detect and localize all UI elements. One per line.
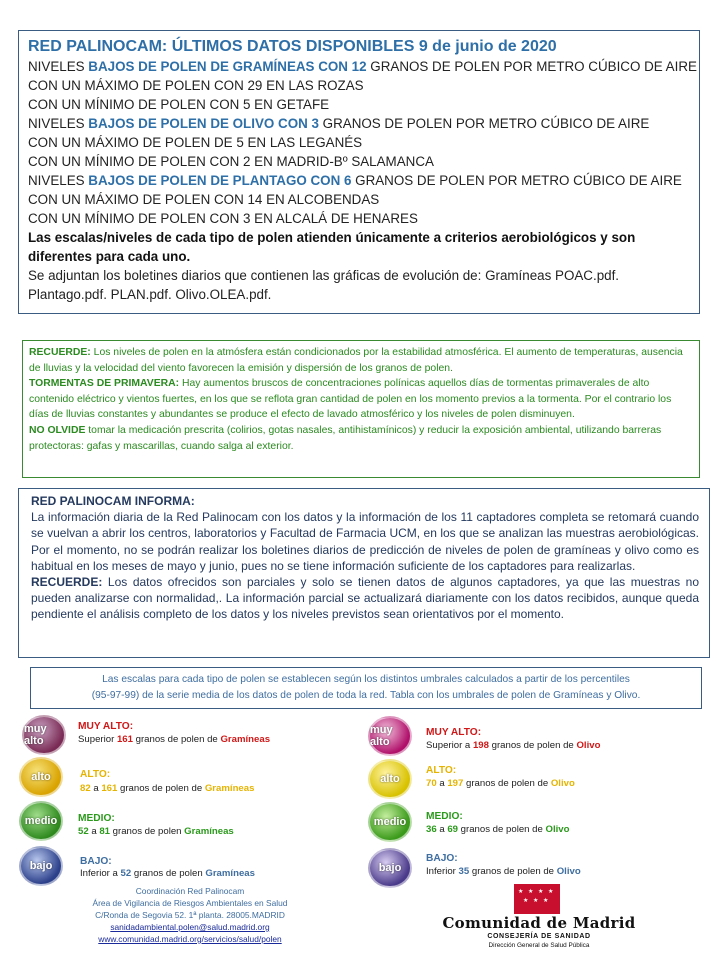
olivo-alto-desc: 70 a 197 granos de polen de Olivo	[426, 778, 575, 789]
olivo-bajo-desc: Inferior 35 granos de polen de Olivo	[426, 866, 581, 877]
recuerde-text: Los niveles de polen en la atmósfera están condicionados por la estabilidad atmosférica. El aumento de temperaturas, ausencia de lluvias y la velocidad del viento favorecen la emisión y dispersión de los granos de polen.	[29, 347, 683, 374]
gramineas-bajo-badge: bajo	[19, 846, 63, 886]
gramineas-level-line: NIVELES BAJOS DE POLEN DE GRAMÍNEAS CON 12 GRANOS DE POLEN POR METRO CÚBICO DE AIRE	[28, 59, 697, 74]
footer-area: Área de Vigilancia de Riesgos Ambientales en Salud	[92, 898, 288, 908]
gramineas-medio-badge: medio	[19, 801, 63, 841]
gramineas-bajo-desc: Inferior a 52 granos de polen Gramíneas	[80, 868, 255, 879]
logo-direccion: Dirección General de Salud Pública	[488, 942, 590, 949]
olivo-muy-alto-badge: muy alto	[368, 716, 412, 756]
footer-coordination: Coordinación Red Palinocam	[135, 886, 245, 896]
logo-name: Comunidad de Madrid	[442, 914, 636, 932]
attachments-line-1: Se adjuntan los boletines diarios que contienen las gráficas de evolución de: Gramíneas POAC.pdf.	[28, 268, 620, 283]
gramineas-muy-alto-badge: muy alto	[22, 715, 66, 755]
gramineas-alto-level: ALTO:	[80, 769, 111, 780]
gramineas-medio-level: MEDIO:	[78, 813, 115, 824]
olivo-bajo-level: BAJO:	[426, 853, 458, 864]
gramineas-alto-desc: 82 a 161 granos de polen de Gramíneas	[80, 783, 255, 794]
informa-heading: RED PALINOCAM INFORMA:	[31, 494, 195, 508]
no-olvide-label: NO OLVIDE	[29, 424, 86, 436]
recuerde-label: RECUERDE:	[29, 347, 91, 358]
olivo-level-line: NIVELES BAJOS DE POLEN DE OLIVO CON 3 GRANOS DE POLEN POR METRO CÚBICO DE AIRE	[28, 116, 650, 131]
olivo-muy-alto-desc: Superior a 198 granos de polen de Olivo	[426, 740, 601, 751]
olivo-bajo-badge: bajo	[368, 848, 412, 888]
gramineas-alto-badge: alto	[19, 757, 63, 797]
attachments-line-2: Plantago.pdf. PLAN.pdf. Olivo.OLEA.pdf.	[28, 287, 272, 302]
olivo-medio-level: MEDIO:	[426, 811, 463, 822]
comunidad-madrid-logo	[428, 884, 650, 950]
report-title: RED PALINOCAM: ÚLTIMOS DATOS DISPONIBLES 9 de junio de 2020	[28, 38, 557, 55]
gramineas-muy-alto-desc: Superior 161 granos de polen de Gramíneas	[78, 734, 271, 745]
gramineas-min-line: CON UN MÍNIMO DE POLEN CON 5 EN GETAFE	[28, 97, 330, 112]
footer-email-link[interactable]: sanidadambiental.polen@salud.madrid.org	[110, 922, 270, 932]
plantago-max-line: CON UN MÁXIMO DE POLEN CON 14 EN ALCOBENDAS	[28, 192, 380, 207]
tormentas-text: Hay aumentos bruscos de concentraciones polínicas aquellos días de tormentas primaverales de alto contenido eléctrico y vientos fuertes, en los que se reflota gran cantidad de polen en los momento previos a la tormenta. Por el contrario los días de lluvias constantes y abundantes se produce el efecto de lavado atmosférico y los niveles de polen disminuyen.	[29, 378, 672, 421]
recuerde-box	[22, 340, 700, 478]
scales-box	[30, 667, 702, 709]
gramineas-medio-desc: 52 a 81 granos de polen Gramíneas	[78, 826, 234, 837]
gramineas-max-line: CON UN MÁXIMO DE POLEN CON 29 EN LAS ROZAS	[28, 78, 364, 93]
no-olvide-text: tomar la medicación prescrita (colirios, gotas nasales, antihistamínicos) y reducir la exposición ambiental, utilizando barreras protectoras: gafas y mascarillas, cuando salga al exterior.	[29, 424, 662, 452]
footer-address: C/Ronda de Segovia 52. 1ª planta. 28005.MADRID	[95, 910, 285, 920]
madrid-flag-icon: ★ ★ ★ ★ ★ ★ ★	[514, 884, 560, 914]
latest-data-box	[18, 30, 700, 314]
plantago-level-line: NIVELES BAJOS DE POLEN DE PLANTAGO CON 6 GRANOS DE POLEN POR METRO CÚBICO DE AIRE	[28, 173, 682, 188]
tormentas-label: TORMENTAS DE PRIMAVERA:	[29, 378, 180, 390]
scales-line-1: Las escalas para cada tipo de polen se establecen según los distintos umbrales calculados a partir de los percentiles	[102, 674, 630, 685]
olivo-muy-alto-level: MUY ALTO:	[426, 727, 482, 738]
olivo-medio-badge: medio	[368, 802, 412, 842]
informa-recuerde: RECUERDE: Los datos ofrecidos son parciales y solo se tienen datos de algunos captadores, ya que las muestras no pueden analizarse con normalidad,. La información parcial se actualizará diariamente con los datos recibidos, aunque queda pendiente el análisis completo de los datos y los niveles previstos sean orientativos por el momento.	[31, 575, 699, 622]
olivo-alto-level: ALTO:	[426, 765, 457, 776]
informa-text: La información diaria de la Red Palinocam con los datos y la información de los 11 captadores completa se retomará cuando se vuelvan a abrir los centros, laboratorios y Facultad de Farmacia UCM, en los que se analizan las muestras aerobiológicas. Por el momento, no se podrán realizar los boletines diarios de predicción de niveles de polen de gramíneas y olivo como es habitual en los meses de mayo y junio, pues no se tiene información suficiente de los captadores para realizarlas.	[31, 510, 699, 573]
olivo-alto-badge: alto	[368, 759, 412, 799]
footer-contact	[30, 885, 350, 945]
olivo-medio-desc: 36 a 69 granos de polen de Olivo	[426, 824, 570, 835]
gramineas-bajo-level: BAJO:	[80, 856, 112, 867]
footer-url-link[interactable]: www.comunidad.madrid.org/servicios/salud/polen	[98, 934, 282, 944]
logo-consejeria: CONSEJERÍA DE SANIDAD	[487, 933, 591, 940]
olivo-min-line: CON UN MÍNIMO DE POLEN CON 2 EN MADRID-Bº SALAMANCA	[28, 154, 434, 169]
gramineas-muy-alto-level: MUY ALTO:	[78, 721, 134, 732]
plantago-min-line: CON UN MÍNIMO DE POLEN CON 3 EN ALCALÁ DE HENARES	[28, 211, 418, 226]
informa-box	[18, 488, 710, 658]
olivo-max-line: CON UN MÁXIMO DE POLEN DE 5 EN LAS LEGANÉS	[28, 135, 363, 150]
scales-line-2: (95-97-99) de la serie media de los datos de polen de toda la red. Tabla con los umbrales de polen de Gramíneas y Olivo.	[91, 690, 641, 701]
scales-note: Las escalas/niveles de cada tipo de polen atienden únicamente a criterios aerobiológicos y son diferentes para cada uno.	[28, 230, 636, 264]
